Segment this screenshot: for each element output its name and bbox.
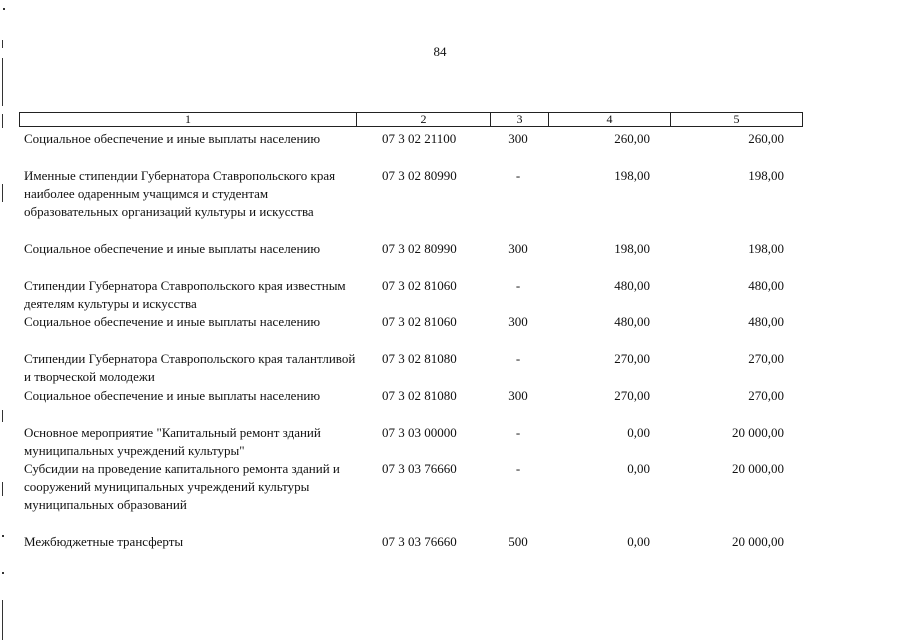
row-value-4: 270,00 bbox=[614, 351, 650, 366]
row-value-5: 270,00 bbox=[748, 351, 784, 366]
header-col-4: 4 bbox=[548, 113, 670, 126]
row-type: 300 bbox=[508, 131, 528, 146]
row-name: Межбюджетные трансферты bbox=[24, 534, 184, 549]
row-name: Именные стипендии Губернатора Ставропольского края наиболее одаренным учащимся и студентам образовательных организаций культуры и искусства bbox=[24, 168, 336, 219]
row-type: 500 bbox=[508, 534, 528, 549]
row-code: 07 3 02 81080 bbox=[382, 351, 457, 366]
header-col-2: 2 bbox=[356, 113, 490, 126]
header-col-3: 3 bbox=[490, 113, 548, 126]
row-value-5: 20 000,00 bbox=[732, 534, 784, 549]
margin-mark bbox=[2, 482, 3, 496]
row-code: 07 3 02 81060 bbox=[382, 278, 457, 293]
row-type: - bbox=[515, 168, 521, 183]
row-value-4: 0,00 bbox=[627, 461, 650, 476]
row-value-5: 480,00 bbox=[748, 278, 784, 293]
row-type: - bbox=[515, 351, 521, 366]
row-value-4: 480,00 bbox=[614, 314, 650, 329]
table-header bbox=[19, 112, 803, 127]
margin-mark bbox=[2, 58, 3, 106]
row-code: 07 3 02 80990 bbox=[382, 241, 457, 256]
row-code: 07 3 02 80990 bbox=[382, 168, 457, 183]
row-value-4: 0,00 bbox=[627, 425, 650, 440]
row-value-4: 198,00 bbox=[614, 168, 650, 183]
margin-dot bbox=[2, 572, 4, 574]
row-type: - bbox=[515, 425, 521, 440]
header-col-5: 5 bbox=[670, 113, 802, 126]
margin-mark bbox=[2, 114, 3, 128]
row-value-5: 20 000,00 bbox=[732, 461, 784, 476]
row-name: Основное мероприятие "Капитальный ремонт зданий муниципальных учреждений культуры" bbox=[24, 425, 321, 458]
row-value-5: 270,00 bbox=[748, 388, 784, 403]
row-value-5: 198,00 bbox=[748, 168, 784, 183]
margin-mark bbox=[2, 410, 3, 422]
row-value-5: 480,00 bbox=[748, 314, 784, 329]
row-value-4: 260,00 bbox=[614, 131, 650, 146]
row-name: Социальное обеспечение и иные выплаты населению bbox=[24, 131, 321, 146]
margin-mark bbox=[2, 184, 3, 202]
row-code: 07 3 02 81060 bbox=[382, 314, 457, 329]
row-type: 300 bbox=[508, 314, 528, 329]
row-name: Субсидии на проведение капитального ремонта зданий и сооружений муниципальных учреждений культуры муниципальных образований bbox=[24, 461, 340, 512]
row-type: - bbox=[515, 278, 521, 293]
row-code: 07 3 03 76660 bbox=[382, 534, 457, 549]
row-name: Социальное обеспечение и иные выплаты населению bbox=[24, 314, 321, 329]
row-type: 300 bbox=[508, 388, 528, 403]
row-name: Социальное обеспечение и иные выплаты населению bbox=[24, 241, 321, 256]
header-col-1: 1 bbox=[185, 112, 191, 126]
row-name: Стипендии Губернатора Ставропольского края талантливой и творческой молодежи bbox=[24, 351, 356, 384]
margin-mark bbox=[2, 600, 3, 640]
row-value-5: 260,00 bbox=[748, 131, 784, 146]
row-code: 07 3 02 81080 bbox=[382, 388, 457, 403]
row-code: 07 3 03 76660 bbox=[382, 461, 457, 476]
row-name: Социальное обеспечение и иные выплаты населению bbox=[24, 388, 321, 403]
row-value-4: 0,00 bbox=[627, 534, 650, 549]
row-type: 300 bbox=[508, 241, 528, 256]
row-value-4: 480,00 bbox=[614, 278, 650, 293]
margin-dot bbox=[2, 535, 4, 537]
margin-dot bbox=[3, 8, 5, 10]
row-code: 07 3 02 21100 bbox=[382, 131, 457, 146]
row-name: Стипендии Губернатора Ставропольского края известным деятелям культуры и искусства bbox=[24, 278, 346, 311]
row-type: - bbox=[515, 461, 521, 476]
row-value-4: 270,00 bbox=[614, 388, 650, 403]
row-code: 07 3 03 00000 bbox=[382, 425, 457, 440]
row-value-5: 20 000,00 bbox=[732, 425, 784, 440]
row-value-5: 198,00 bbox=[748, 241, 784, 256]
row-value-4: 198,00 bbox=[614, 241, 650, 256]
page-number: 84 bbox=[433, 44, 447, 59]
